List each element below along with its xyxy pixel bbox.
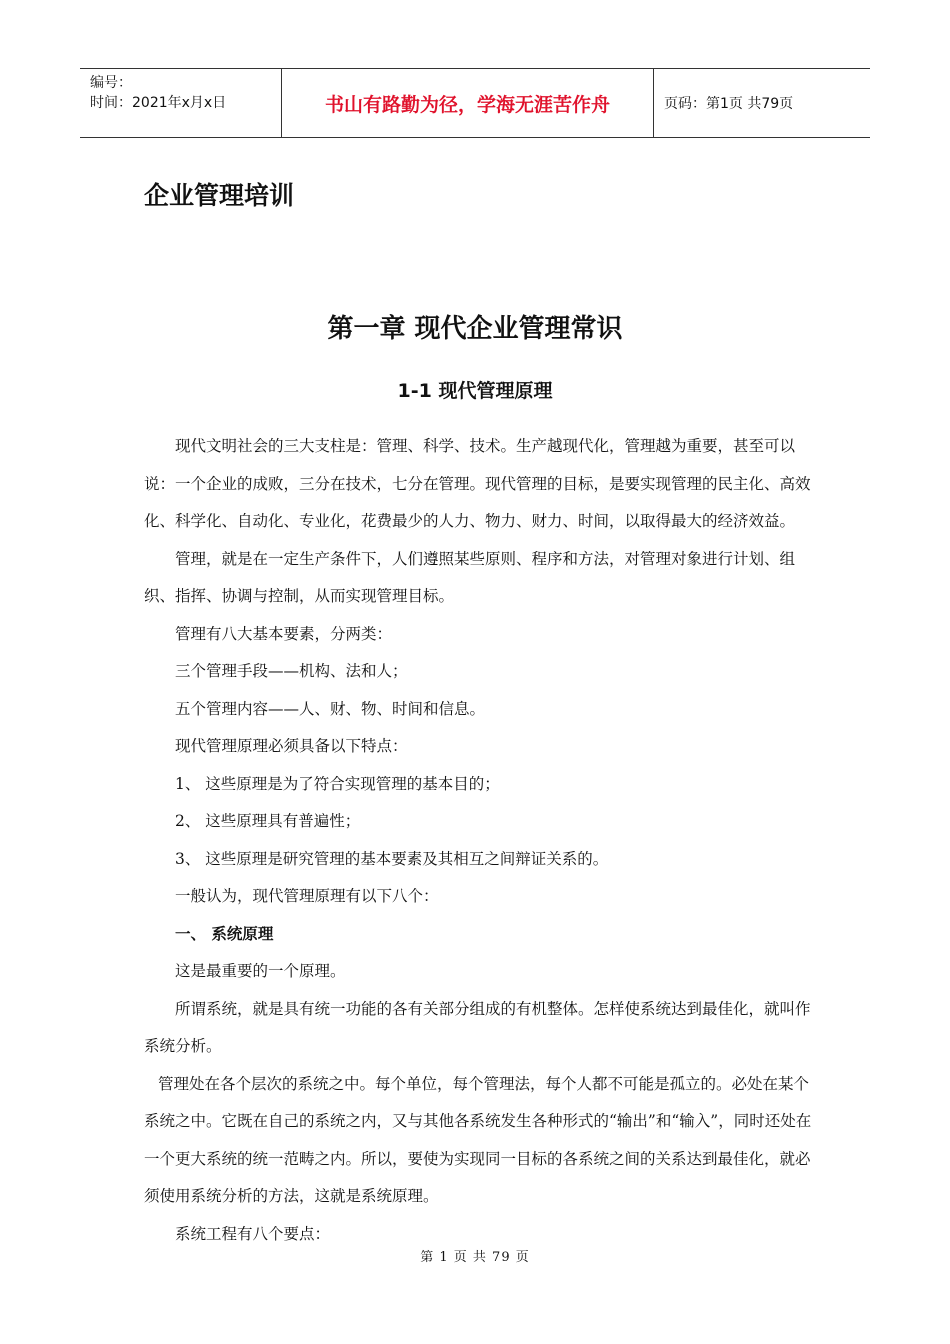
paragraph: 系统工程有八个要点： — [175, 1224, 331, 1243]
header-table — [80, 68, 870, 138]
paragraph: 管理处在各个层次的系统之中。每个单位，每个管理法，每个人都不可能是孤立的。必处在某个系统之中。它既在自己的系统之内，又与其他各系统发生各种形式的“输出”和“输入”，同时还处在一个更大系统的统一范畴之内。所以，要使为实现同一目标的各系统之间的关系达到最佳化，就必须使用系统分析的方法，这就是系统原理。 — [144, 1074, 812, 1205]
chapter-title: 第一章 现代企业管理常识 — [327, 314, 623, 344]
paragraph: 管理，就是在一定生产条件下，人们遵照某些原则、程序和方法，对管理对象进行计划、组织、指挥、协调与控制，从而实现管理目标。 — [144, 549, 796, 605]
list-item: 1、 这些原理是为了符合实现管理的基本目的； — [175, 774, 500, 793]
paragraph: 三个管理手段——机构、法和人； — [175, 662, 408, 680]
document-number-label: 编号： — [90, 75, 132, 91]
paragraph: 一般认为，现代管理原理有以下八个： — [175, 887, 439, 905]
paragraph: 五个管理内容——人、财、物、时间和信息。 — [175, 699, 486, 718]
paragraph: 现代管理原理必须具备以下特点： — [175, 737, 408, 755]
section-title: 1-1 现代管理原理 — [397, 380, 553, 402]
header-meta-cell — [80, 69, 282, 137]
document-title: 企业管理培训 — [144, 181, 295, 210]
page-footer: 第 1 页 共 79 页 — [420, 1250, 530, 1265]
paragraph: 现代文明社会的三大支柱是：管理、科学、技术。生产越现代化，管理越为重要，甚至可以说：一个企业的成败，三分在技术，七分在管理。现代管理的目标，是要实现管理的民主化、高效化、科学化、自动化、专业化，花费最少的人力、物力、财力、时间，以取得最大的经济效益。 — [144, 437, 811, 530]
document-date: 时间：2021年x月x日 — [90, 95, 227, 111]
paragraph: 管理有八大基本要素，分两类： — [175, 624, 393, 643]
list-item: 2、 这些原理具有普遍性； — [175, 812, 361, 830]
subsection-heading: 一、 系统原理 — [175, 924, 274, 943]
list-item: 3、 这些原理是研究管理的基本要素及其相互之间辩证关系的。 — [175, 849, 609, 868]
paragraph: 所谓系统，就是具有统一功能的各有关部分组成的有机整体。怎样使系统达到最佳化，就叫作系统分析。 — [144, 999, 811, 1055]
paragraph: 这是最重要的一个原理。 — [175, 962, 346, 980]
document-body — [144, 428, 812, 1253]
header-motto: 书山有路勤为径，学海无涯苦作舟 — [282, 69, 654, 137]
header-page-info: 页码：第1页 共79页 — [664, 96, 794, 112]
